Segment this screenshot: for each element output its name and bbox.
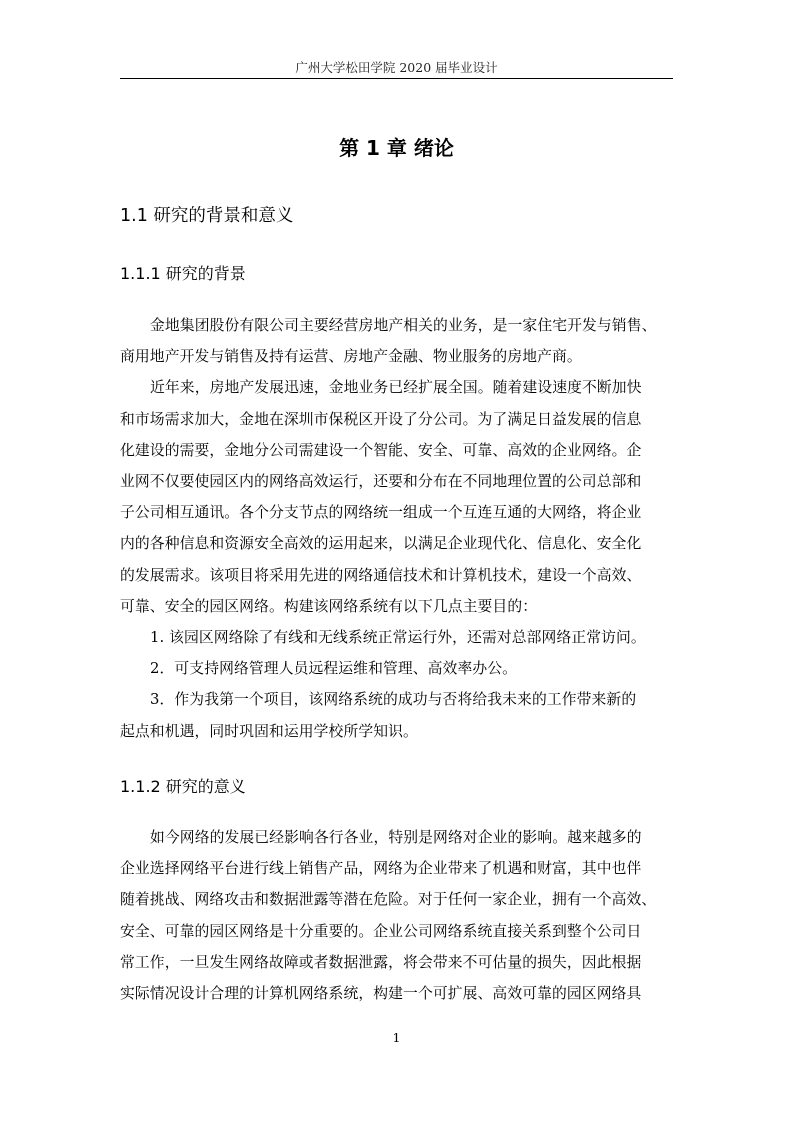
- section-heading-1-1-2: 1.1.2 研究的意义: [120, 777, 246, 796]
- text-line: 商用地产开发与销售及持有运营、房地产金融、物业服务的房地产商。: [120, 348, 582, 366]
- text-line: 企业选择网络平台进行线上销售产品，网络为企业带来了机遇和财富，其中也伴: [120, 860, 642, 878]
- text-line: 的发展需求。该项目将采用先进的网络通信技术和计算机技术，建设一个高效、: [120, 566, 642, 584]
- text-line: 起点和机遇，同时巩固和运用学校所学知识。: [120, 722, 418, 740]
- page-header: 广州大学松田学院 2020 届毕业设计: [295, 60, 498, 75]
- text-line: 子公司相互通讯。各个分支节点的网络统一组成一个互连互通的大网络，将企业: [120, 504, 642, 522]
- section-heading-1-1: 1.1 研究的背景和意义: [120, 206, 294, 226]
- page-number: 1: [392, 1030, 401, 1045]
- text-line: 如今网络的发展已经影响各行各业，特别是网络对企业的影响。越来越多的: [150, 829, 642, 846]
- list-item: 1. 该园区网络除了有线和无线系统正常运行外，还需对总部网络正常访问。: [150, 629, 646, 647]
- text-line: 化建设的需要，金地分公司需建设一个智能、安全、可靠、高效的企业网络。企: [120, 441, 642, 459]
- section-heading-1-1-1: 1.1.1 研究的背景: [120, 264, 246, 283]
- text-line: 安全、可靠的园区网络是十分重要的。企业公司网络系统直接关系到整个公司日: [120, 922, 642, 940]
- background-paragraphs: [120, 310, 673, 747]
- list-item: 2．可支持网络管理人员远程运维和管理、高效率办公。: [150, 660, 518, 678]
- text-line: 业网不仅要使园区内的网络高效运行，还要和分布在不同地理位置的公司总部和: [120, 473, 642, 491]
- text-line: 实际情况设计合理的计算机网络系统，构建一个可扩展、高效可靠的园区网络具: [120, 985, 642, 1003]
- text-line: 和市场需求加大，金地在深圳市保税区开设了分公司。为了满足日益发展的信息: [120, 410, 642, 428]
- header-rule: [120, 78, 673, 79]
- text-line: 近年来，房地产发展迅速，金地业务已经扩展全国。随着建设速度不断加快: [150, 379, 642, 397]
- list-item: 3．作为我第一个项目，该网络系统的成功与否将给我未来的工作带来新的: [150, 691, 637, 709]
- chapter-title: 第 1 章 绪论: [339, 136, 454, 160]
- text-line: 常工作，一旦发生网络故障或者数据泄露，将会带来不可估量的损失，因此根据: [120, 953, 642, 971]
- text-line: 内的各种信息和资源安全高效的运用起来，以满足企业现代化、信息化、安全化: [120, 535, 642, 553]
- text-line: 可靠、安全的园区网络。构建该网络系统有以下几点主要目的：: [120, 597, 538, 615]
- significance-paragraph: [120, 822, 673, 1009]
- text-line: 随着挑战、网络攻击和数据泄露等潜在危险。对于任何一家企业，拥有一个高效、: [120, 891, 657, 909]
- text-line: 金地集团股份有限公司主要经营房地产相关的业务，是一家住宅开发与销售、: [150, 317, 657, 334]
